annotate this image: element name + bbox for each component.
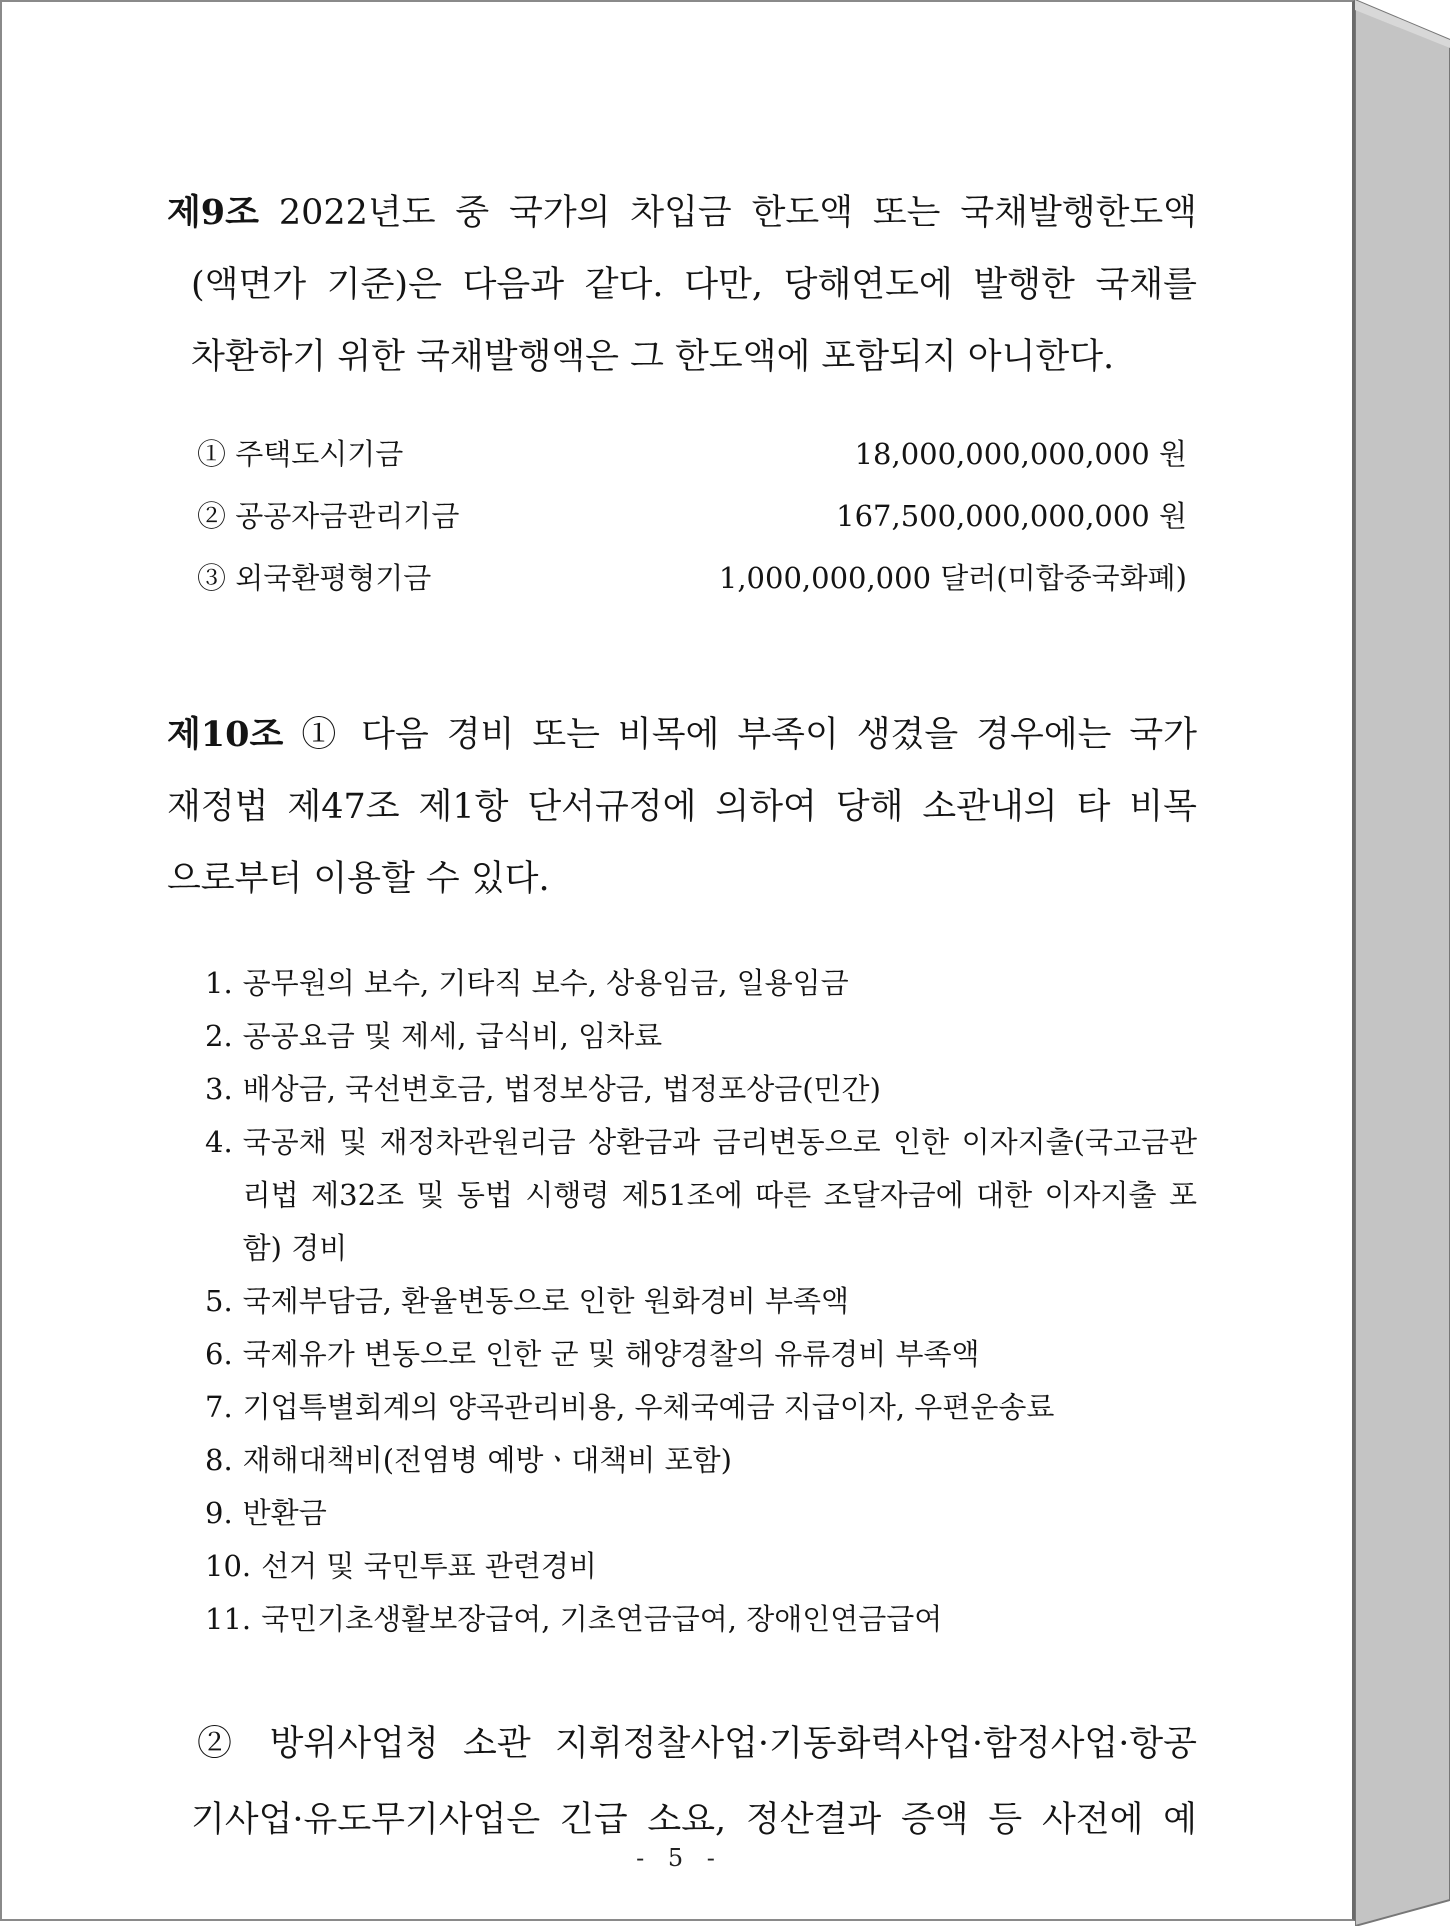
list-item: 7. 기업특별회계의 양곡관리비용, 우체국예금 지급이자, 우편운송료 (205, 1390, 1055, 1424)
page-content (167, 177, 1197, 1858)
article-10-line-3: 으로부터 이용할 수 있다. (167, 859, 550, 899)
article-9-label: 제9조 (167, 192, 259, 233)
list-item: 6. 국제유가 변동으로 인한 군 및 해양경찰의 유류경비 부족액 (205, 1337, 980, 1371)
borrowing-limit-item (197, 547, 1187, 609)
page-number: - 5 - (636, 1844, 723, 1872)
page-stack-edge (1355, 0, 1450, 1926)
article-10 (167, 699, 1197, 1858)
fund-name: ② 공공자금관리기금 (197, 499, 460, 533)
list-item: 2. 공공요금 및 제세, 급식비, 임차료 (205, 1019, 663, 1053)
article-10-line-2: 재정법 제47조 제1항 단서규정에 의하여 당해 소관내의 타 비목 (167, 787, 1197, 827)
list-item: 11. 국민기초생활보장급여, 기초연금급여, 장애인연금급여 (205, 1602, 943, 1636)
list-item: 9. 반환금 (205, 1496, 327, 1530)
limit-amount: 18,000,000,000,000 원 (854, 437, 1187, 471)
list-item: 8. 재해대책비(전염병 예방ㆍ대책비 포함) (205, 1443, 732, 1477)
borrowing-limit-item (197, 485, 1187, 547)
article-10-label: 제10조 (167, 714, 284, 755)
list-item: 1. 공무원의 보수, 기타직 보수, 상용임금, 일용임금 (205, 966, 849, 1000)
paragraph-2-line-1: ② 방위사업청 소관 지휘정찰사업·기동화력사업·함정사업·항공 (197, 1724, 1197, 1764)
article-10-paragraph-2 (167, 1706, 1197, 1858)
fund-name: ③ 외국환평형기금 (197, 561, 432, 595)
article-10-line-1: 제10조 ① 다음 경비 또는 비목에 부족이 생겼을 경우에는 국가 (167, 714, 1197, 755)
list-item: 3. 배상금, 국선변호금, 법정보상금, 법정포상금(민간) (205, 1072, 881, 1106)
borrowing-limit-item (197, 423, 1187, 485)
list-item: 10. 선거 및 국민투표 관련경비 (205, 1549, 597, 1583)
fund-name: ① 주택도시기금 (197, 437, 404, 471)
limit-amount: 167,500,000,000,000 원 (836, 499, 1187, 533)
article-9-line-1: 제9조 2022년도 중 국가의 차입금 한도액 또는 국채발행한도액 (167, 192, 1197, 233)
list-item: 4. 국공채 및 재정차관원리금 상환금과 금리변동으로 인한 이자지출(국고금관리법 제32조 및 동법 시행령 제51조에 따른 조달자금에 대한 이자지출 포함) 경비 (205, 1125, 1197, 1265)
paragraph-2-line-2: 기사업·유도무기사업은 긴급 소요, 정산결과 증액 등 사전에 예 (191, 1800, 1197, 1840)
expense-item-list (167, 957, 1197, 1646)
list-item: 5. 국제부담금, 환율변동으로 인한 원화경비 부족액 (205, 1284, 850, 1318)
article-9-line-3: 차환하기 위한 국채발행액은 그 한도액에 포함되지 아니한다. (191, 337, 1115, 377)
article-9-line-2: (액면가 기준)은 다음과 같다. 다만, 당해연도에 발행한 국채를 (191, 265, 1197, 305)
article-9 (167, 177, 1197, 609)
borrowing-limit-list (167, 423, 1197, 609)
limit-amount: 1,000,000,000 달러(미합중국화폐) (718, 561, 1187, 595)
